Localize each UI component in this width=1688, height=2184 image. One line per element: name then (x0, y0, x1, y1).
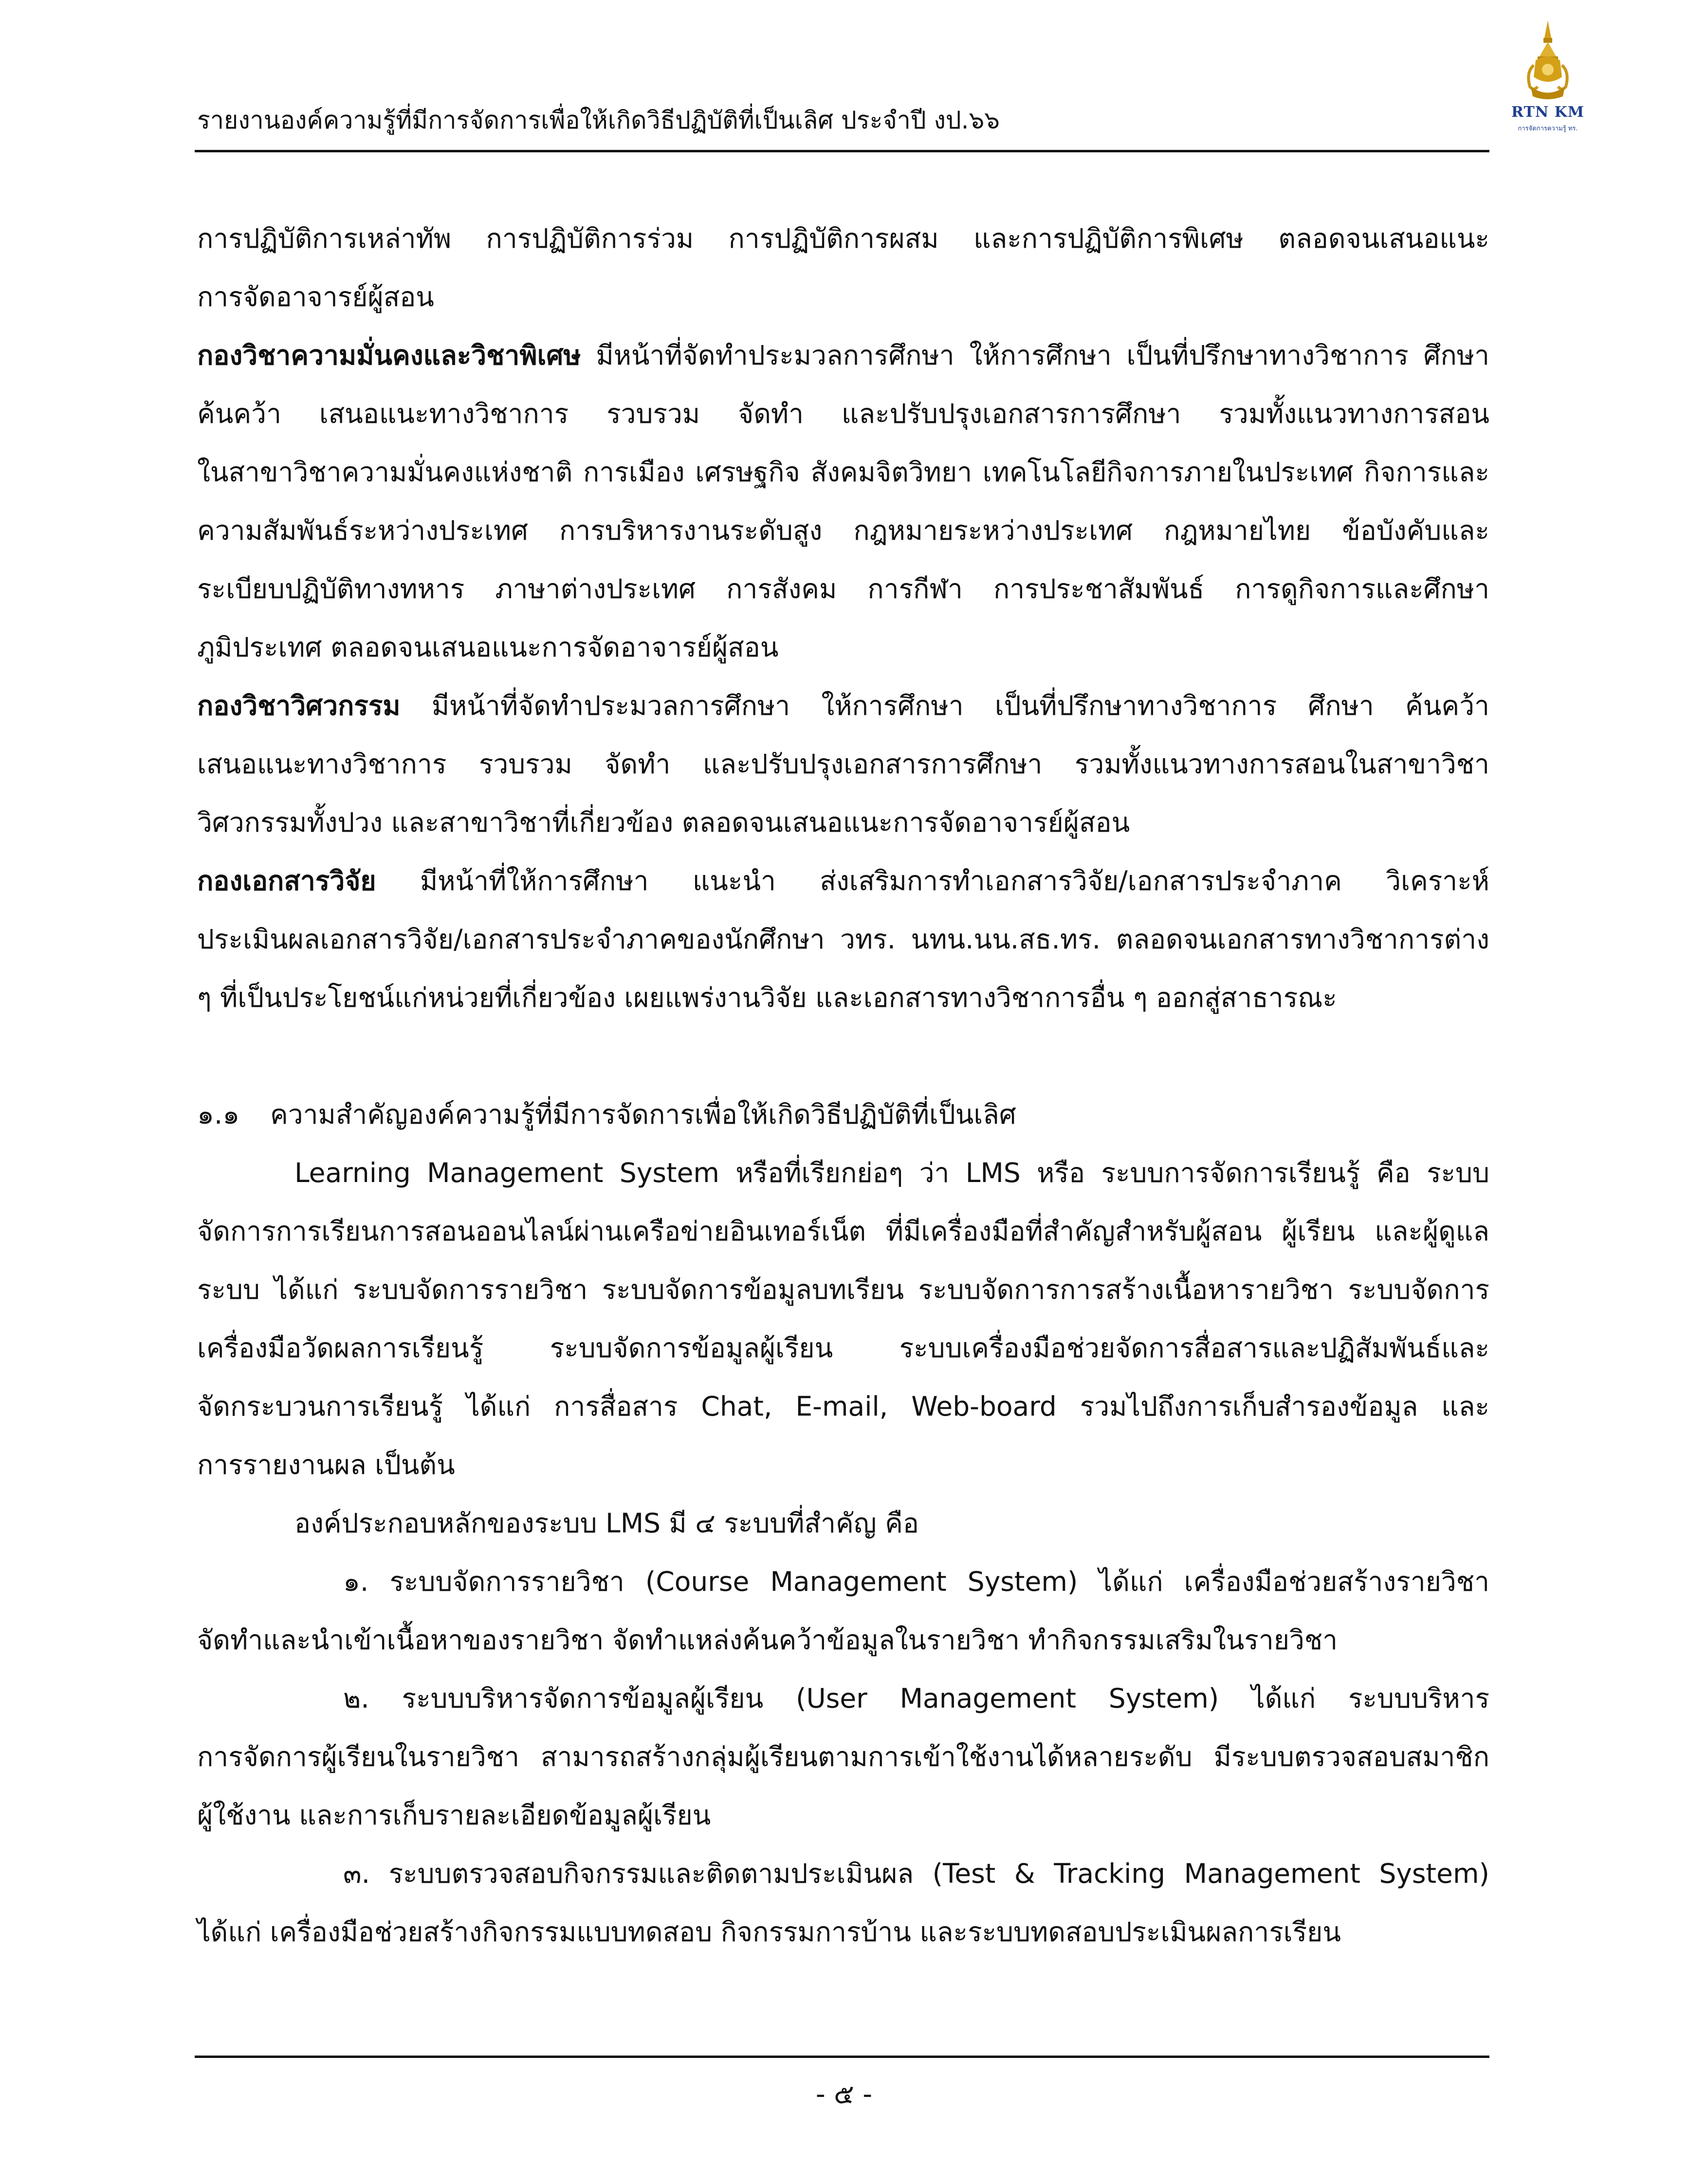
text-line: ประเมินผลเอกสารวิจัย/เอกสารประจำภาคของนักศึกษา วทร. นทน.นน.สธ.ทร. ตลอดจนเอกสารทางวิชาการต่าง (197, 924, 1489, 955)
logo-text: RTN KM (1511, 104, 1584, 121)
text-line: วิศวกรรมทั้งปวง และสาขาวิชาที่เกี่ยวข้อง ตลอดจนเสนอแนะการจัดอาจารย์ผู้สอน (197, 807, 1130, 838)
text-line: ได้แก่ เครื่องมือช่วยสร้างกิจกรรมแบบทดสอบ กิจกรรมการบ้าน และระบบทดสอบประเมินผลการเรียน (197, 1916, 1341, 1947)
text-line: การจัดการผู้เรียนในรายวิชา สามารถสร้างกลุ่มผู้เรียนตามการเข้าใช้งานได้หลายระดับ มีระบบตรวจสอบสมาชิก (197, 1741, 1489, 1772)
lms-component-user-management (197, 1669, 1489, 1844)
text-run: มีหน้าที่ให้การศึกษา แนะนำ ส่งเสริมการทำเอกสารวิจัย/เอกสารประจำภาค วิเคราะห์ (376, 865, 1489, 896)
text-line: ค้นคว้า เสนอแนะทางวิชาการ รวบรวม จัดทำ และปรับปรุงเอกสารการศึกษา รวมทั้งแนวทางการสอน (197, 398, 1489, 429)
text-line: ระเบียบปฏิบัติทางทหาร ภาษาต่างประเทศ การสังคม การกีฬา การประชาสัมพันธ์ การดูกิจการและศึกษา (197, 573, 1489, 604)
text-run: มีหน้าที่จัดทำประมวลการศึกษา ให้การศึกษา เป็นที่ปรึกษาทางวิชาการ ศึกษา (581, 340, 1489, 371)
page-number: - ๕ - (815, 2078, 873, 2110)
lms-components-intro: องค์ประกอบหลักของระบบ LMS มี ๔ ระบบที่สำคัญ คือ (294, 1508, 919, 1539)
paragraph-operations (197, 209, 1489, 326)
paragraph-research-division (197, 852, 1489, 1027)
division-heading: กองเอกสารวิจัย (197, 865, 376, 896)
division-heading: กองวิชาความมั่นคงและวิชาพิเศษ (197, 340, 581, 371)
text-line: ความสัมพันธ์ระหว่างประเทศ การบริหารงานระดับสูง กฎหมายระหว่างประเทศ กฎหมายไทย ข้อบังคับและ (197, 515, 1489, 546)
text-line: ๓. ระบบตรวจสอบกิจกรรมและติดตามประเมินผล (Test & Tracking Management System) (343, 1858, 1489, 1889)
section-title: ความสำคัญองค์ความรู้ที่มีการจัดการเพื่อให้เกิดวิธีปฏิบัติที่เป็นเลิศ (270, 1099, 1016, 1130)
text-line (197, 852, 1489, 910)
rtn-km-logo (1502, 18, 1594, 140)
text-line: ภูมิประเทศ ตลอดจนเสนอแนะการจัดอาจารย์ผู้สอน (197, 632, 779, 663)
text-line: ๑. ระบบจัดการรายวิชา (Course Management System) ได้แก่ เครื่องมือช่วยสร้างรายวิชา (343, 1566, 1489, 1597)
spacer (197, 1027, 1489, 1085)
paragraph-security-division (197, 326, 1489, 676)
text-line: จัดกระบวนการเรียนรู้ ได้แก่ การสื่อสาร Chat, E-mail, Web-board รวมไปถึงการเก็บสำรองข้อมูล และ (197, 1391, 1489, 1422)
page-header-title: รายงานองค์ความรู้ที่มีการจัดการเพื่อให้เกิดวิธีปฏิบัติที่เป็นเลิศ ประจำปี งป.๖๖ (197, 106, 1000, 134)
text-line: ๒. ระบบบริหารจัดการข้อมูลผู้เรียน (User Management System) ได้แก่ ระบบบริหาร (343, 1683, 1489, 1714)
text-line: ระบบ ได้แก่ ระบบจัดการรายวิชา ระบบจัดการข้อมูลบทเรียน ระบบจัดการการสร้างเนื้อหารายวิชา ระบบจัดการ (197, 1274, 1489, 1305)
paragraph-engineering-division (197, 676, 1489, 852)
text-line: จัดทำและนำเข้าเนื้อหาของรายวิชา จัดทำแหล่งค้นคว้าข้อมูลในรายวิชา ทำกิจกรรมเสริมในรายวิชา (197, 1624, 1338, 1656)
text-line: Learning Management System หรือที่เรียกย่อๆ ว่า LMS หรือ ระบบการจัดการเรียนรู้ คือ ระบบ (294, 1157, 1489, 1188)
logo-subtext: การจัดการความรู้ ทร. (1518, 125, 1578, 132)
text-line: จัดการการเรียนการสอนออนไลน์ผ่านเครือข่ายอินเทอร์เน็ต ที่มีเครื่องมือที่สำคัญสำหรับผู้สอน ผู้เรียน และผู้ดูแล (197, 1216, 1489, 1247)
text-run: มีหน้าที่จัดทำประมวลการศึกษา ให้การศึกษา เป็นที่ปรึกษาทางวิชาการ ศึกษา ค้นคว้า (400, 690, 1489, 721)
footer-divider (195, 2056, 1489, 2058)
text-line: เครื่องมือวัดผลการเรียนรู้ ระบบจัดการข้อมูลผู้เรียน ระบบเครื่องมือช่วยจัดการสื่อสารและปฏิสัมพันธ์และ (197, 1332, 1489, 1364)
text-line (197, 326, 1489, 384)
text-line: การจัดอาจารย์ผู้สอน (197, 281, 434, 312)
header-divider (195, 150, 1489, 152)
lms-component-course-management (197, 1552, 1489, 1669)
text-line: ผู้ใช้งาน และการเก็บรายละเอียดข้อมูลผู้เรียน (197, 1800, 711, 1831)
paragraph-lms-intro (197, 1144, 1489, 1494)
section-heading (197, 1085, 1489, 1144)
text-line: ในสาขาวิชาความมั่นคงแห่งชาติ การเมือง เศรษฐกิจ สังคมจิตวิทยา เทคโนโลยีกิจการภายในประเทศ กิจการและ (197, 456, 1489, 488)
text-line (197, 676, 1489, 735)
text-line: ๆ ที่เป็นประโยชน์แก่หน่วยที่เกี่ยวข้อง เผยแพร่งานวิจัย และเอกสารทางวิชาการอื่น ๆ ออกสู่สาธารณะ (197, 982, 1337, 1013)
lms-component-test-tracking (197, 1844, 1489, 1961)
text-line: การรายงานผล เป็นต้น (197, 1449, 455, 1480)
division-heading: กองวิชาวิศวกรรม (197, 690, 401, 721)
document-body (197, 209, 1489, 1961)
text-line: เสนอแนะทางวิชาการ รวบรวม จัดทำ และปรับปรุงเอกสารการศึกษา รวมทั้งแนวทางการสอนในสาขาวิชา (197, 748, 1489, 780)
royal-crest-icon (1502, 18, 1594, 104)
section-number: ๑.๑ (197, 1099, 240, 1130)
text-line: การปฏิบัติการเหล่าทัพ การปฏิบัติการร่วม การปฏิบัติการผสม และการปฏิบัติการพิเศษ ตลอดจนเสนอแนะ (197, 223, 1489, 254)
